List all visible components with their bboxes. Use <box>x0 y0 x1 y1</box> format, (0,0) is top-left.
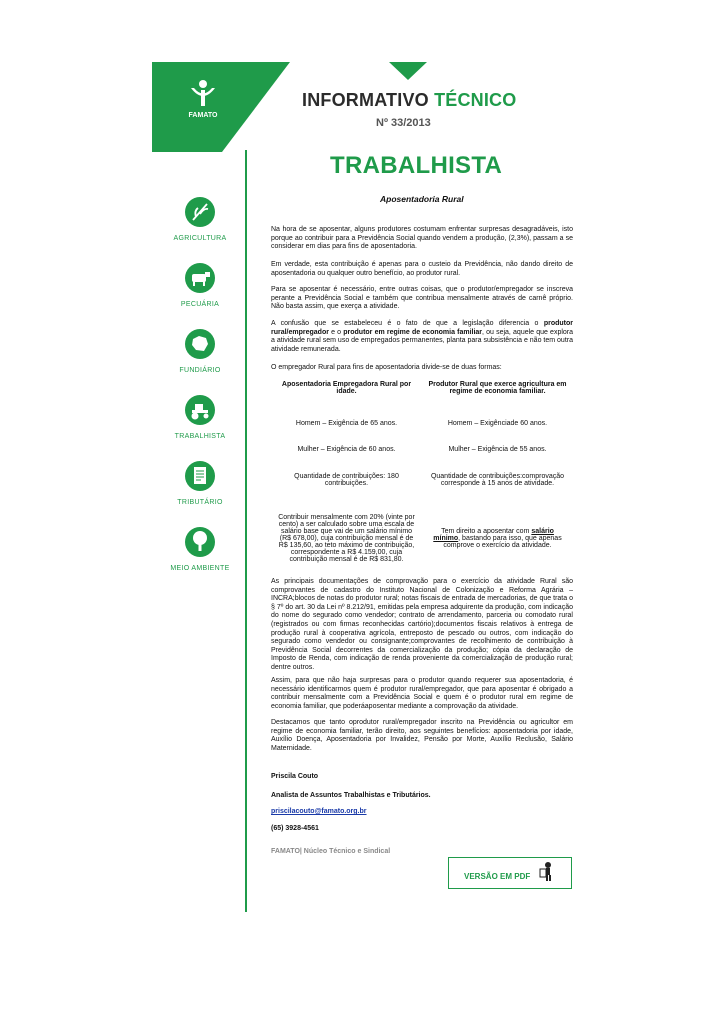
table-header-row <box>271 381 573 411</box>
header-title-main: INFORMATIVO <box>302 90 429 110</box>
paragraph-4-bold-a: produtor rural/empregador <box>271 320 573 336</box>
paragraph-6: As principais documentações de comprovação para o exercício da atividade Rural são comprovantes de cadastro do Instituto Nacional de Colonização e Reforma Agrária – INCRA;blocos de notas do produtor rural; notas fiscais de entrada de mercadorias, de que trata o § 7º do art. 30 da Lei nº 8.212/91, emitidas pela empresa adquirente da produção, com indicação do nome do segurado como vendedor; contrato de arrendamento, parceria ou comodato rural (registrados ou com firmas reconhecidas cartório);documentos fiscais relativos à entrega de produção rural à cooperativa agrícola, entreposto de pescado ou outros, com indicação do segurado como vendedor ou consignante;comprovantes de recolhimento de contribuição à Previdência Social decorrentes da comercialização da produção; cópia da declaração de Imposto de Renda, com indicação de renda proveniente da comercialização de produção rural; dentre outros. <box>271 578 573 671</box>
paragraph-4-text-a: A confusão que se estabeleceu é o fato de que a legislação diferencia o <box>271 320 544 327</box>
sidebar-item-pecuaria[interactable] <box>170 262 230 308</box>
plant-icon <box>184 196 216 228</box>
table-row <box>271 411 573 435</box>
sidebar-item-label: FUNDIÁRIO <box>179 367 221 374</box>
tree-icon <box>184 526 216 558</box>
paragraph-5: O empregador Rural para fins de aposentadoria divide-se de duas formas: <box>271 364 502 371</box>
subject-title: Aposentadoria Rural <box>380 194 464 204</box>
sidebar-item-label: MEIO AMBIENTE <box>170 565 230 572</box>
sidebar-item-meio-ambiente[interactable] <box>170 526 230 572</box>
paragraph-2: Em verdade, esta contribuição é apenas para o custeio da Previdência, não dando direito de aposentadoria ou qualquer outro benefício, ao produtor rural. <box>271 261 573 277</box>
table-row <box>271 435 573 463</box>
paragraph-3: Para se aposentar é necessário, entre outras coisas, que o produtor/empregador se inscreva perante a Previdência Social e também que contribua mensalmente através de carnê próprio. Não basta assim, que exerça a atividade. <box>271 286 573 311</box>
author-role: Analista de Assuntos Trabalhistas e Tributários. <box>271 792 431 799</box>
famato-logo-icon <box>186 78 220 108</box>
table-cell: Mulher – Exigência de 60 anos. <box>297 445 396 453</box>
sidebar-item-label: TRABALHISTA <box>174 433 226 440</box>
table-header-right: Produtor Rural que exerce agricultura em regime de economia familiar. <box>428 381 567 395</box>
paragraph-1: Na hora de se aposentar, alguns produtores costumam enfrentar surpresas desagradáveis, isto porque ao contribuir para a Previdência Social quando vendem a produção, (2,3%), passam a se considerar em dias para fins de aposentadoria. <box>271 226 573 251</box>
header-title-accent: TÉCNICO <box>434 90 517 110</box>
table-cell: Homem – Exigênciade 60 anos. <box>447 419 548 427</box>
table-header-left: Aposentadoria Empregadora Rural por idade. <box>281 381 412 395</box>
sidebar-item-trabalhista[interactable] <box>170 394 230 440</box>
paragraph-4 <box>271 320 573 354</box>
pdf-person-icon <box>537 861 557 883</box>
section-title: TRABALHISTA <box>330 152 503 179</box>
vertical-divider <box>245 150 247 912</box>
table-row <box>271 497 573 579</box>
tractor-icon <box>184 394 216 426</box>
pdf-version-label: VERSÃO EM PDF <box>464 872 531 881</box>
comparison-table <box>271 381 573 579</box>
famato-logo <box>178 78 228 119</box>
sidebar-item-fundiario[interactable] <box>170 328 230 374</box>
paragraph-4-text-c: , ou seja, aquele que explora a atividade rural sem uso de empregados permanentes, planta para subsistência e não tem outra atividade remunerada. <box>271 328 574 353</box>
header-small-triangle <box>389 62 427 80</box>
sidebar-item-label: AGRICULTURA <box>173 235 227 242</box>
footer-note: FAMATO| Núcleo Técnico e Sindical <box>271 848 391 855</box>
table-cell-emphasis: salário mínimo <box>433 527 554 542</box>
table-cell-text-a: Tem direito a aposentar com <box>441 527 532 535</box>
table-cell: Contribuir mensalmente com 20% (vinte por cento) a ser calculado sobre uma escala de salário base que vai de um salário mínimo (R$ 678,00), cuja contribuição mensal é de R$ 135,60, ao teto máximo de contribuição, correspondente a R$ 4.159,00, cuja contribuição mensal é de R$ 831,80. <box>278 513 415 563</box>
table-cell: Homem – Exigência de 65 anos. <box>295 419 398 427</box>
map-icon <box>184 328 216 360</box>
author-email-link[interactable]: priscilacouto@famato.org.br <box>271 808 367 815</box>
table-cell <box>422 497 573 579</box>
author-phone: (65) 3928-4561 <box>271 825 319 832</box>
sidebar-item-agricultura[interactable] <box>170 196 230 242</box>
paragraph-4-bold-b: produtor em regime de economia familiar <box>343 328 483 336</box>
sidebar-item-label: PECUÁRIA <box>180 301 220 308</box>
paragraph-8: Destacamos que tanto oprodutor rural/empregador inscrito na Previdência ou agricultor em regime de economia familiar, terão direito, aos seguintes benefícios: aposentadoria por idade, Auxílio Doença, Aposentadoria por Invalidez, Pensão por Morte, Auxílio Reclusão, Salário Maternidade. <box>271 719 573 752</box>
table-cell: Mulher – Exigência de 55 anos. <box>448 445 547 453</box>
table-cell-text-b: , bastando para isso, que apenas comprove o exercício da atividade. <box>443 534 562 549</box>
paragraph-4-text-b: e o <box>328 328 344 336</box>
cattle-icon <box>184 262 216 294</box>
issue-number: Nº 33/2013 <box>376 117 431 129</box>
document-icon <box>184 460 216 492</box>
sidebar-item-tributario[interactable] <box>170 460 230 506</box>
author-name: Priscila Couto <box>271 773 319 780</box>
famato-logo-text: FAMATO <box>188 112 218 119</box>
pdf-version-button[interactable] <box>448 857 572 889</box>
paragraph-7: Assim, para que não haja surpresas para o produtor quando requerer sua aposentadoria, é necessário identificarmos quem é produtor rural/empregador, que para aposentar é obrigado a contribuir mensalmente com a Previdência Social e quem é o produtor rural em regime de economia familiar, que poderáaposentar mediante a comprovação da atividade. <box>271 677 573 710</box>
table-row <box>271 463 573 497</box>
sidebar-item-label: TRIBUTÁRIO <box>177 499 223 506</box>
table-cell: Quantidade de contribuições:comprovação corresponde à 15 anos de atividade. <box>430 473 565 487</box>
table-cell: Quantidade de contribuições: 180 contribuições. <box>294 473 399 487</box>
header-title <box>302 90 516 111</box>
